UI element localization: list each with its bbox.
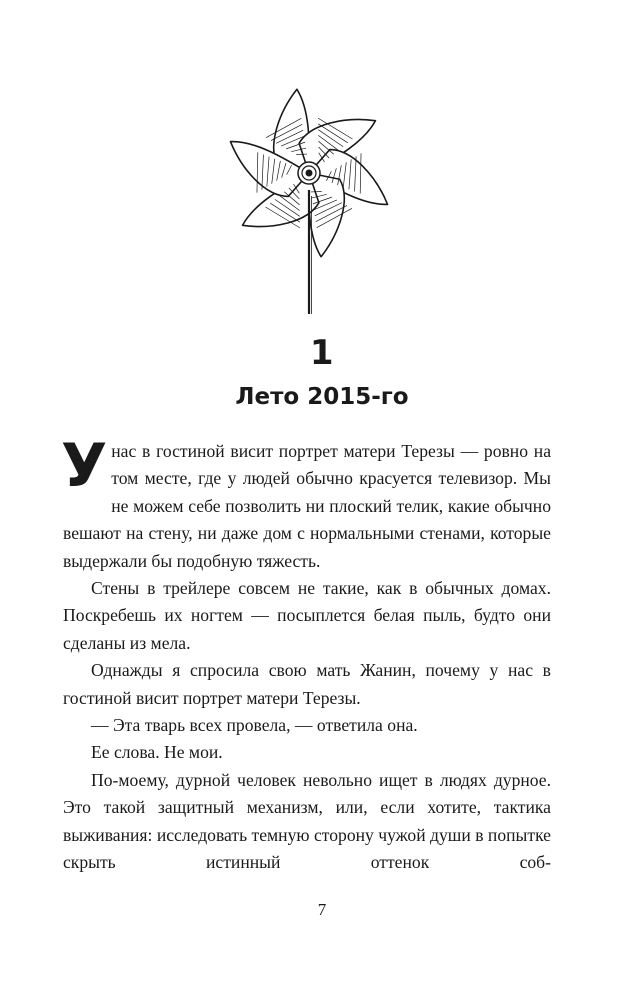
paragraph: Однажды я спросила свою мать Жанин, почему у нас в гостиной висит портрет матери Терезы. (63, 660, 551, 708)
paragraph: — Эта тварь всех провела, — ответила она. (91, 715, 418, 736)
paragraph: По-моему, дурной человек невольно ищет в людях дурное. Это такой защитный механизм, или, если хотите, тактика выживания: исследовать темную сторону чужой души в попытке скрыть истинный оттенок соб- (63, 769, 551, 873)
chapter-title: Лето 2015-го (235, 384, 409, 410)
paragraph: Ее слова. Не мои. (91, 742, 223, 763)
page-number: 7 (317, 900, 327, 919)
drop-cap: У (61, 431, 108, 501)
body-text (61, 431, 551, 877)
paragraph-text: нас в гостиной висит портрет матери Терезы — ровно на том месте, где у людей обычно красуется телевизор. Мы не можем себе позволить ни плоский телик, какие обычно вешают на стену, ни даже дом с нормальными стенами, которые выдержали бы подобную тяжесть. (63, 441, 551, 571)
paragraph (61, 431, 551, 575)
paragraph: Стены в трейлере совсем не такие, как в обычных домах. Поскребешь их ногтем — посыплется белая пыль, будто они сделаны из мела. (63, 578, 551, 653)
chapter-number: 1 (309, 333, 335, 373)
pinwheel-icon (214, 78, 404, 318)
